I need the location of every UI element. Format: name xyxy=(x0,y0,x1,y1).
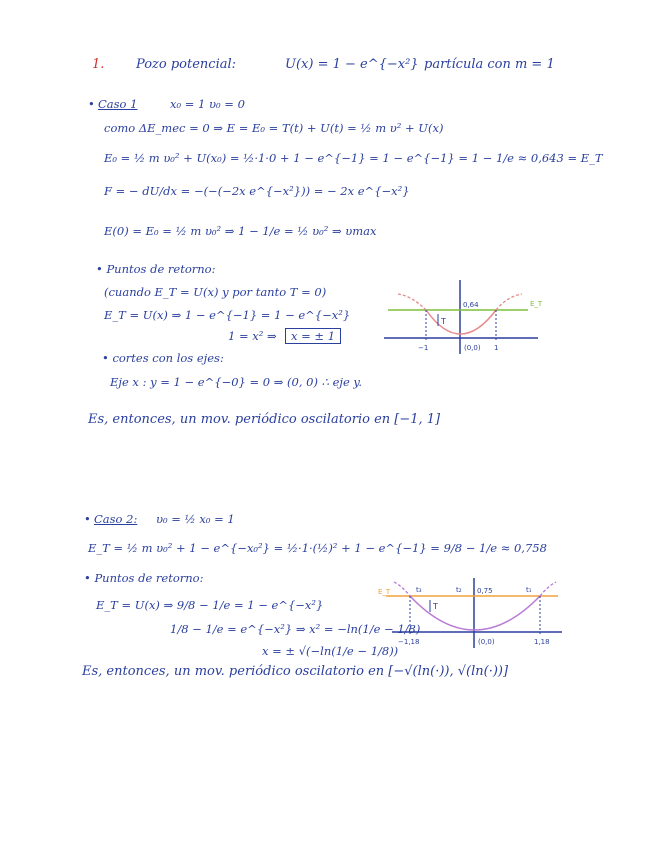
case2-total-energy: E_T = ½ m υ₀² + 1 − e^{−x₀²} = ½·1·(½)² + 1 − e^{−1} = 9/8 − 1/e ≈ 0,758 xyxy=(88,541,547,555)
graph2-et-label: E_T xyxy=(378,588,391,596)
graph2-t3: t₃ xyxy=(416,586,422,594)
graph1-curve xyxy=(398,294,426,310)
case2-turning-step: 1/8 − 1/e = e^{−x²} ⇒ x² = −ln(1/e − 1/8) xyxy=(170,622,421,636)
case1-axes-title: • cortes con los ejes: xyxy=(102,351,224,365)
graph1-x-left: −1 xyxy=(418,344,429,352)
case2-turning-title: • Puntos de retorno: xyxy=(84,571,204,585)
case2-potential-graph xyxy=(376,574,572,652)
case2-label: Caso 2: xyxy=(94,512,138,526)
graph1-curve-right xyxy=(496,294,522,310)
case2-turning-equation: E_T = U(x) ⇒ 9/8 − 1/e = 1 − e^{−x²} xyxy=(96,598,324,612)
case1-initial-conditions: x₀ = 1 υ₀ = 0 xyxy=(170,97,245,111)
graph2-curve-right xyxy=(540,582,556,596)
particle-mass: partícula con m = 1 xyxy=(424,57,555,72)
graph2-x-left: −1,18 xyxy=(398,638,420,646)
case1-axes-line: Eje x : y = 1 − e^{−0} = 0 ⇒ (0, 0) ∴ eje y. xyxy=(110,375,363,389)
graph1-et-label: E_T xyxy=(530,300,543,308)
graph2-x-right: 1,18 xyxy=(534,638,550,646)
case1-conclusion: Es, entonces, un mov. periódico oscilatorio en [−1, 1] xyxy=(88,412,441,427)
graph1-origin: (0,0) xyxy=(464,344,481,352)
potential-formula: U(x) = 1 − e^{−x²} xyxy=(285,57,419,72)
case1-initial-energy: E₀ = ½ m υ₀² + U(x₀) = ½·1·0 + 1 − e^{−1} = 1 − e^{−1} = 1 − 1/e ≈ 0,643 = E_T xyxy=(104,151,603,165)
graph1-et-value: 0,64 xyxy=(463,301,479,309)
case1-bullet: • xyxy=(88,97,95,111)
graph1-well xyxy=(426,310,496,334)
case1-turning-equation: E_T = U(x) ⇒ 1 − e^{−1} = 1 − e^{−x²} xyxy=(104,308,351,322)
case1-turning-title: • Puntos de retorno: xyxy=(96,262,216,276)
case2-bullet: • xyxy=(84,512,91,526)
graph2-t2: t₂ xyxy=(456,586,462,594)
graph2-t1: t₁ xyxy=(526,586,532,594)
case1-turning-box: x = ± 1 xyxy=(285,328,341,344)
graph1-t-label: T xyxy=(441,317,446,326)
case1-potential-graph xyxy=(378,276,550,358)
case1-turning-condition: (cuando E_T = U(x) y por tanto T = 0) xyxy=(104,285,327,299)
case1-force: F = − dU/dx = −(−(−2x e^{−x²})) = − 2x e^{−x²} xyxy=(104,184,410,198)
case2-initial-conditions: υ₀ = ½ x₀ = 1 xyxy=(156,512,235,526)
case1-vmax: E(0) = E₀ = ½ m υ₀² ⇒ 1 − 1/e = ½ υ₀² ⇒ υmax xyxy=(104,224,377,238)
case1-turning-result: 1 = x² ⇒ xyxy=(228,329,277,343)
case2-conclusion: Es, entonces, un mov. periódico oscilatorio en [−√(ln(·)), √(ln(·))] xyxy=(82,664,509,679)
case2-turning-result: x = ± √(−ln(1/e − 1/8)) xyxy=(262,644,399,658)
problem-title: Pozo potencial: xyxy=(136,57,237,72)
problem-number: 1. xyxy=(92,57,105,72)
case1-energy-conservation: como ΔE_mec = 0 ⇒ E = E₀ = T(t) + U(t) = ½ m υ² + U(x) xyxy=(104,121,444,135)
graph2-t-label: T xyxy=(433,602,438,611)
graph2-et-value: 0,75 xyxy=(477,587,493,595)
case1-label: Caso 1 xyxy=(98,97,138,111)
graph2-origin: (0,0) xyxy=(478,638,495,646)
graph2-curve-left xyxy=(394,582,410,596)
graph1-x-right: 1 xyxy=(494,344,499,352)
